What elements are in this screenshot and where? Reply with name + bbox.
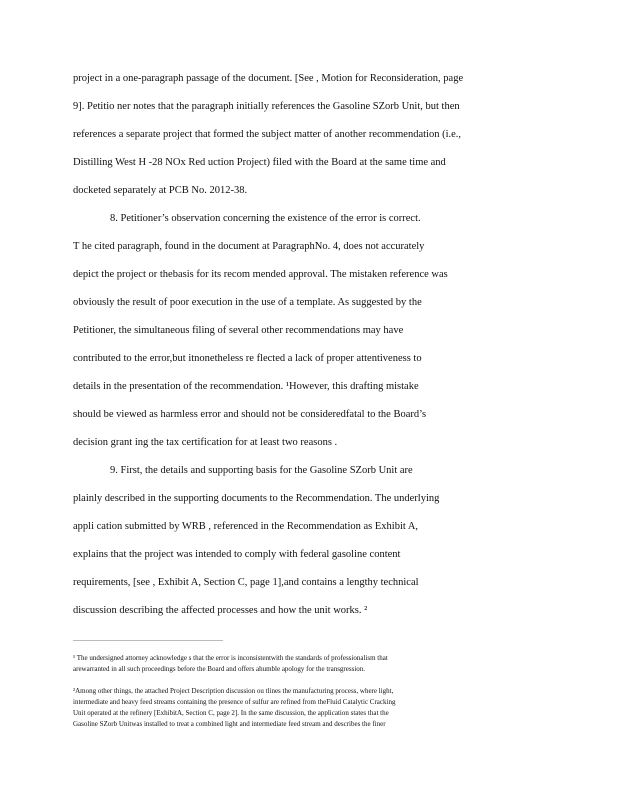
body-line: plainly described in the supporting documents to the Recommendation. The underlying xyxy=(73,493,440,504)
body-line: references a separate project that formed the subject matter of another recommendation (i.e., xyxy=(73,129,462,140)
body-line: project in a one-paragraph passage of the document. [See , Motion for Reconsideration, page xyxy=(73,73,464,84)
footnote-line: Unit operated at the refinery [ExhibitA, Section C, page 2]. In the same discussion, the application states that the xyxy=(73,709,389,717)
body-line: contributed to the error,but itnonetheless re flected a lack of proper attentiveness to xyxy=(73,353,422,364)
body-line: should be viewed as harmless error and should not be consideredfatal to the Board’s xyxy=(73,409,427,420)
body-line: requirements, [see , Exhibit A, Section C, page 1],and contains a lengthy technical xyxy=(73,577,419,588)
body-line: details in the presentation of the recommendation. ¹However, this drafting mistake xyxy=(73,381,419,392)
body-line: explains that the project was intended to comply with federal gasoline content xyxy=(73,549,401,560)
body-line: obviously the result of poor execution in the use of a template. As suggested by the xyxy=(73,297,422,308)
footnote-line: ²Among other things, the attached Project Description discussion ou tlines the manufacturing process, where light, xyxy=(73,687,394,695)
body-line: appli cation submitted by WRB , referenced in the Recommendation as Exhibit A, xyxy=(73,521,419,532)
footnote-line: intermediate and heavy feed streams containing the presence of sulfur are refined from theFluid Catalytic Cracking xyxy=(73,698,396,706)
footnote-line: arewarranted in all such proceedings before the Board and offers ahumble apology for the transgression. xyxy=(73,665,366,673)
footnote-separator xyxy=(73,640,223,641)
body-line: Distilling West H -28 NOx Red uction Project) filed with the Board at the same time and xyxy=(73,157,446,168)
body-line: discussion describing the affected processes and how the unit works. ² xyxy=(73,605,368,616)
body-line: depict the project or thebasis for its recom mended approval. The mistaken reference was xyxy=(73,269,448,280)
body-line: Petitioner, the simultaneous filing of several other recommendations may have xyxy=(73,325,404,336)
footnote-line: Gasoline SZorb Unitwas installed to treat a combined light and intermediate feed stream and describes the finer xyxy=(73,720,386,728)
body-line: 8. Petitioner’s observation concerning the existence of the error is correct. xyxy=(110,213,421,224)
body-line: docketed separately at PCB No. 2012-38. xyxy=(73,185,248,196)
body-line: 9. First, the details and supporting basis for the Gasoline SZorb Unit are xyxy=(110,465,413,476)
body-line: T he cited paragraph, found in the document at ParagraphNo. 4, does not accurately xyxy=(73,241,425,252)
body-line: 9]. Petitio ner notes that the paragraph initially references the Gasoline SZorb Unit, but then xyxy=(73,101,460,112)
body-line: decision grant ing the tax certification for at least two reasons . xyxy=(73,437,338,448)
footnote-line: ¹ The undersigned attorney acknowledge s that the error is inconsistentwith the standards of professionalism that xyxy=(73,654,388,662)
